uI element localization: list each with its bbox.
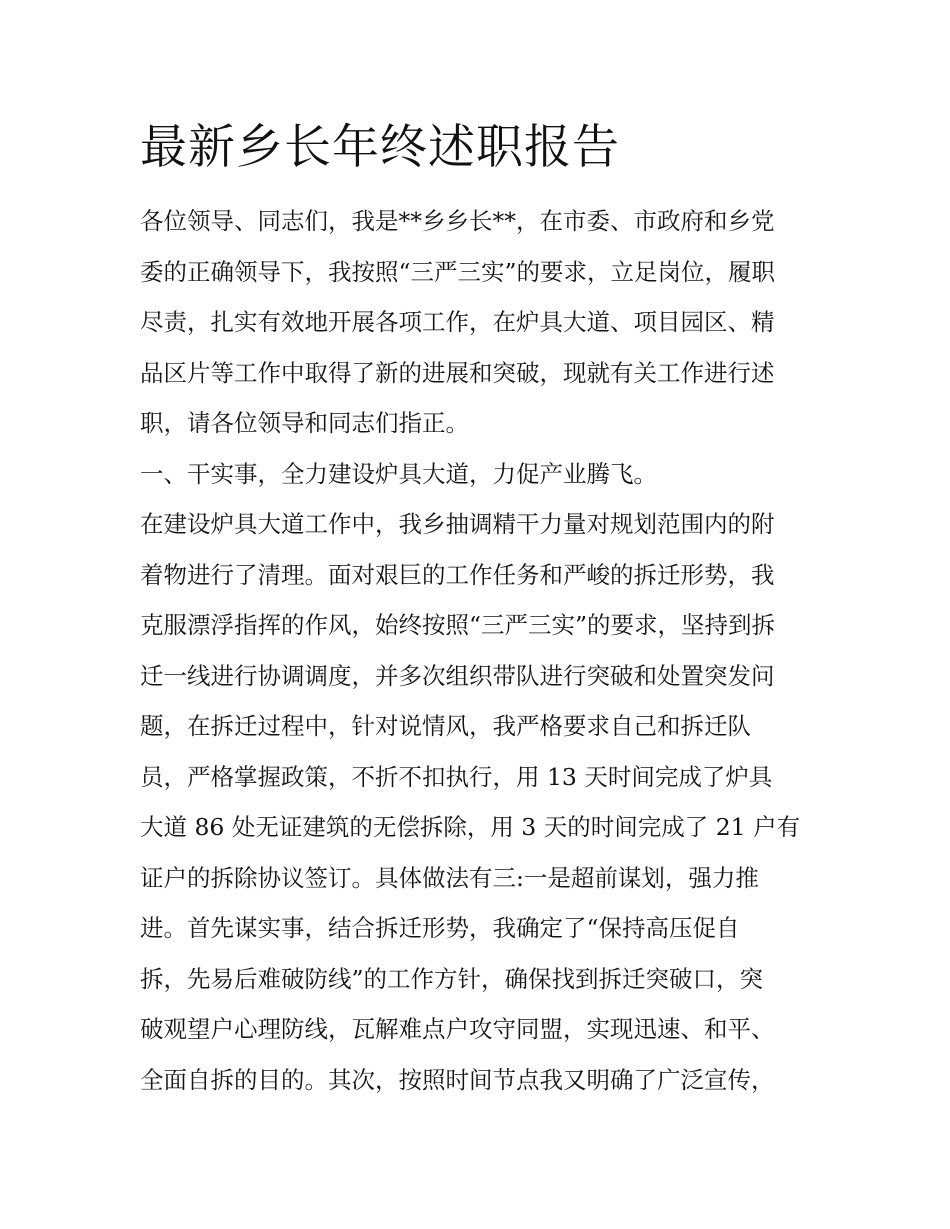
body-line: 题，在拆迁过程中，针对说情风，我严格要求自己和拆迁队	[140, 712, 751, 740]
body-line: 拆，先易后难破防线”的工作方针，确保找到拆迁突破口，突	[140, 964, 764, 993]
body-line: 委的正确领导下，我按照“三严三实”的要求，立足岗位，履职	[140, 257, 776, 286]
body-line: 证户的拆除协议签订。具体做法有三:一是超前谋划，强力推	[140, 863, 759, 892]
body-line: 在建设炉具大道工作中，我乡抽调精干力量对规划范围内的附	[140, 510, 775, 538]
body-line: 破观望户心理防线，瓦解难点户攻守同盟，实现迅速、和平、	[140, 1015, 775, 1043]
body-line: 克服漂浮指挥的作风，始终按照“三严三实”的要求，坚持到拆	[140, 611, 776, 639]
body-line: 着物进行了清理。面对艰巨的工作任务和严峻的拆迁形势，我	[140, 560, 775, 589]
body-line: 职，请各位领导和同志们指正。	[140, 409, 469, 437]
section-heading: 一、干实事，全力建设炉具大道，力促产业腾飞。	[140, 459, 657, 488]
body-line: 全面自拆的目的。其次，按照时间节点我又明确了广泛宣传，	[140, 1065, 775, 1094]
body-line: 员，严格掌握政策，不折不扣执行，用 13 天时间完成了炉具	[140, 762, 773, 791]
body-line: 尽责，扎实有效地开展各项工作，在炉具大道、项目园区、精	[140, 308, 775, 336]
body-line: 品区片等工作中取得了新的进展和突破，现就有关工作进行述	[140, 358, 775, 387]
body-line: 大道 86 处无证建筑的无偿拆除，用 3 天的时间完成了 21 户有	[140, 813, 801, 841]
document-title: 最新乡长年终述职报告	[140, 120, 620, 175]
body-line: 进。首先谋实事，结合拆迁形势，我确定了“保持高压促自	[140, 914, 740, 942]
document-body	[140, 196, 830, 1105]
body-line: 迁一线进行协调调度，并多次组织带队进行突破和处置突发问	[140, 661, 775, 690]
body-line: 各位领导、同志们，我是**乡乡长**，在市委、市政府和乡党	[140, 207, 775, 235]
